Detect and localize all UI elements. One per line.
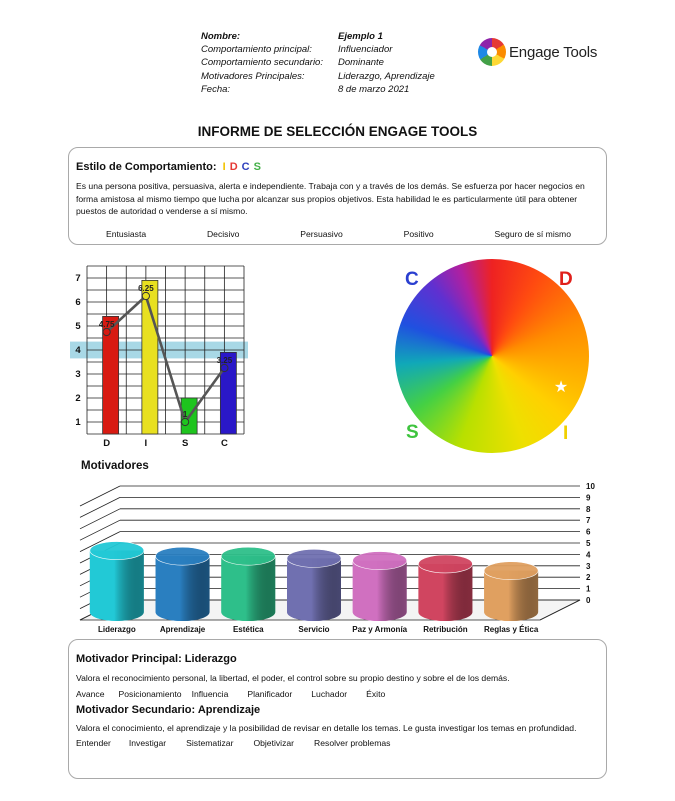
trait: Entusiasta bbox=[106, 228, 147, 239]
cylinder-top bbox=[156, 547, 210, 565]
motivator-bar bbox=[287, 549, 341, 621]
motivator-bar bbox=[221, 547, 275, 621]
grid-line bbox=[80, 509, 120, 529]
x-tick-label: Aprendizaje bbox=[159, 625, 206, 634]
y-tick-label: 8 bbox=[586, 504, 591, 514]
disc-letters bbox=[220, 161, 261, 173]
wheel-label-i: I bbox=[563, 423, 569, 444]
wheel-label-c: C bbox=[405, 269, 419, 290]
y-tick-label: 9 bbox=[586, 493, 591, 503]
secondary-motivator-heading: Motivador Secundario: Aprendizaje bbox=[76, 703, 261, 716]
motivator-word: Planificador bbox=[247, 688, 293, 699]
y-tick-label: 2 bbox=[75, 393, 81, 404]
info-row-motivators bbox=[201, 70, 435, 83]
data-point bbox=[182, 418, 189, 425]
disc-bar-chart bbox=[70, 262, 250, 452]
motivator-bar bbox=[484, 562, 538, 621]
data-point bbox=[221, 364, 228, 371]
y-tick-label: 5 bbox=[75, 321, 81, 332]
trait: Persuasivo bbox=[300, 228, 343, 239]
behavior-traits bbox=[76, 229, 599, 239]
motivator-bar bbox=[418, 555, 472, 621]
motivator-bar bbox=[90, 542, 144, 621]
cylinder-top bbox=[484, 562, 538, 580]
motivator-word: Luchador bbox=[311, 688, 348, 699]
y-tick-label: 0 bbox=[586, 596, 591, 605]
principal-motivator-words bbox=[76, 689, 599, 699]
data-label: 6.25 bbox=[138, 284, 154, 293]
data-point bbox=[142, 292, 149, 299]
x-tick-label: C bbox=[220, 438, 228, 449]
cylinder-shade bbox=[156, 556, 210, 621]
cylinder-shade bbox=[90, 551, 144, 621]
info-value: Influenciador bbox=[338, 44, 393, 56]
info-value: Dominante bbox=[338, 57, 384, 69]
y-tick-label: 6 bbox=[75, 297, 81, 308]
info-value: 8 de marzo 2021 bbox=[338, 83, 410, 95]
logo-text: Engage Tools bbox=[509, 43, 598, 61]
cylinder-shade bbox=[221, 556, 275, 621]
info-label: Nombre: bbox=[201, 31, 241, 42]
behavior-description: Es una persona positiva, persuasiva, alerta e independiente. Trabaja con y a través de los demás. Se esfuerza por hacer negocios en forma amistosa al mismo tiempo que lucha por alcanzar sus propios objetivos. Esta habilidad le es particularmente útil para obtener puestos de autoridad o venderse a sí mismo. bbox=[76, 181, 585, 216]
trait: Seguro de sí mismo bbox=[494, 228, 571, 239]
disc-letter: S bbox=[253, 161, 261, 173]
trait: Positivo bbox=[403, 228, 434, 239]
trait: Decisivo bbox=[206, 228, 240, 239]
x-tick-label: D bbox=[103, 438, 111, 449]
info-row-primary bbox=[201, 43, 435, 56]
cylinder-shade bbox=[287, 558, 341, 621]
y-tick-label: 4 bbox=[75, 345, 81, 356]
cylinder-top bbox=[353, 552, 407, 570]
y-tick-label: 3 bbox=[586, 561, 591, 571]
star-icon: ★ bbox=[553, 377, 569, 396]
gear-logo-icon bbox=[478, 38, 506, 66]
y-tick-label: 5 bbox=[586, 539, 591, 548]
cylinder-top bbox=[287, 549, 341, 567]
motivator-word: Influencia bbox=[191, 688, 229, 699]
info-label: Comportamiento principal: bbox=[201, 44, 312, 56]
x-tick-label: I bbox=[144, 438, 148, 449]
y-tick-label: 2 bbox=[586, 573, 591, 583]
info-value: Ejemplo 1 bbox=[338, 31, 383, 42]
x-tick-label: Paz y Armonía bbox=[352, 625, 408, 634]
header-info bbox=[201, 30, 435, 96]
x-tick-label: Retribución bbox=[423, 625, 468, 634]
motivator-bar bbox=[156, 547, 210, 621]
grid-line bbox=[80, 486, 120, 506]
data-point bbox=[103, 328, 110, 335]
x-tick-label: Liderazgo bbox=[97, 625, 136, 634]
disc-letter: D bbox=[229, 161, 238, 173]
motivator-word: Resolver problemas bbox=[314, 738, 391, 748]
grid-line bbox=[80, 520, 120, 540]
disc-letter: C bbox=[241, 161, 250, 173]
info-label: Comportamiento secundario: bbox=[201, 57, 323, 69]
disc-letter: I bbox=[222, 161, 226, 173]
motivator-bar bbox=[353, 552, 407, 621]
y-tick-label: 10 bbox=[586, 482, 595, 491]
motivators-panel bbox=[68, 639, 607, 779]
x-tick-label: Servicio bbox=[298, 625, 330, 634]
motivator-word: Objetivizar bbox=[253, 738, 295, 748]
y-tick-label: 6 bbox=[586, 527, 591, 537]
wheel-label-d: D bbox=[559, 269, 573, 290]
y-tick-label: 1 bbox=[75, 417, 81, 428]
y-tick-label: 7 bbox=[586, 516, 591, 526]
motivator-word: Éxito bbox=[366, 688, 386, 699]
x-tick-label: Estética bbox=[232, 625, 264, 634]
x-tick-label: S bbox=[181, 438, 189, 449]
principal-motivator-text: Valora el reconocimiento personal, la libertad, el poder, el control sobre su propio destino y sobre el de los demás. bbox=[76, 673, 510, 683]
wheel-label-s: S bbox=[406, 422, 419, 443]
motivator-word: Entender bbox=[76, 738, 111, 748]
data-label: 3.25 bbox=[216, 356, 233, 365]
behavior-style-panel bbox=[68, 147, 607, 245]
cylinder-top bbox=[418, 555, 472, 573]
report-title: INFORME DE SELECCIÓN ENGAGE TOOLS bbox=[197, 124, 478, 139]
y-tick-label: 3 bbox=[75, 369, 81, 380]
y-tick-label: 7 bbox=[75, 273, 81, 284]
data-label: 1 bbox=[182, 410, 188, 419]
x-tick-label: Reglas y Ética bbox=[484, 625, 539, 634]
data-label: 4.75 bbox=[98, 320, 115, 329]
behavior-heading-label: Estilo de Comportamiento: bbox=[76, 161, 217, 173]
engage-tools-logo bbox=[478, 38, 597, 66]
motivator-word: Investigar bbox=[128, 738, 167, 748]
info-label: Fecha: bbox=[201, 83, 231, 95]
motivators-bar-chart bbox=[70, 478, 605, 638]
motivator-word: Sistematizar bbox=[186, 738, 234, 748]
info-row-date bbox=[201, 83, 435, 96]
motivators-chart-title: Motivadores bbox=[81, 460, 149, 472]
bar bbox=[142, 280, 158, 434]
cylinder-top bbox=[90, 542, 144, 560]
info-label: Motivadores Principales: bbox=[201, 70, 305, 82]
grid-line bbox=[80, 497, 120, 517]
cylinder-top bbox=[221, 547, 275, 565]
secondary-motivator-text: Valora el conocimiento, el aprendizaje y la posibilidad de revisar en detalle los temas. Le gusta investigar los temas en profundidad. bbox=[76, 722, 577, 733]
motivator-word: Posicionamiento bbox=[118, 688, 182, 699]
info-row-secondary bbox=[201, 56, 435, 69]
info-row-name bbox=[201, 30, 435, 43]
behavior-heading bbox=[76, 161, 599, 173]
motivator-word: Avance bbox=[76, 688, 105, 699]
y-tick-label: 1 bbox=[586, 584, 591, 594]
y-tick-label: 4 bbox=[586, 550, 591, 560]
principal-motivator-heading: Motivador Principal: Liderazgo bbox=[76, 653, 237, 665]
secondary-motivator-words bbox=[76, 738, 599, 748]
info-value: Liderazgo, Aprendizaje bbox=[338, 70, 435, 82]
